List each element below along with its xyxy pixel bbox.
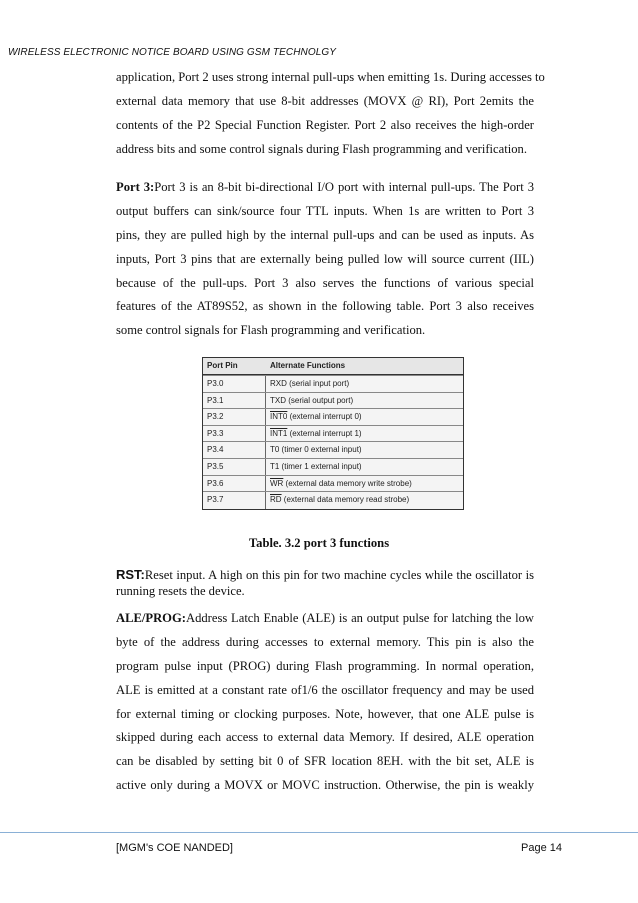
table-row [203,425,463,442]
table-row [203,458,463,475]
page-number: Page 14 [521,842,562,854]
text-line: output buffers can sink/source four TTL inputs. When 1s are written to Port 3 [116,203,534,218]
text-line: application, Port 2 uses strong internal pull-ups when emitting 1s. During accesses to [116,70,545,84]
column-header: Alternate Functions [270,361,346,370]
column-header: Port Pin [207,361,238,370]
table-header-row [203,358,463,375]
function-cell: T0 (timer 0 external input) [270,445,362,455]
text-line [116,567,534,583]
pin-cell: P3.5 [207,462,224,471]
text-line: because of the pull-ups. Port 3 also serves the functions of various special [116,275,534,290]
pin-cell: P3.7 [207,495,224,505]
text-line: features of the AT89S52, as shown in the following table. Port 3 also receives [116,299,534,314]
pin-cell: P3.4 [207,445,224,455]
table-row [203,441,463,458]
text-line: external data memory that use 8-bit addresses (MOVX @ RI), Port 2emits the [116,93,534,108]
function-cell: $\overline{WR}$ (external data memory write strobe) [270,478,412,488]
paragraph-rst [116,567,534,599]
text-line: active only during a MOVX or MOVC instruction. Otherwise, the pin is weakly [116,778,534,793]
text-line: program pulse input (PROG) during Flash programming. In normal operation, [116,658,534,673]
table-row [203,491,463,508]
ale-first-line: Address Latch Enable (ALE) is an output pulse for latching the low [185,611,534,625]
rst-first-line: Reset input. A high on this pin for two machine cycles while the oscillator is [144,568,534,582]
pin-cell: P3.1 [207,395,224,405]
pin-cell: P3.3 [207,428,224,438]
paragraph-port2 [116,66,545,162]
table-caption: Table. 3.2 port 3 functions [248,536,390,550]
text-line: skipped during each access to external data Memory. If desired, ALE operation [116,730,534,745]
table-row [203,408,463,425]
function-cell: T1 (timer 1 external input) [270,462,362,471]
footer-divider [0,832,638,833]
pin-cell: P3.2 [207,412,224,422]
text-line [116,607,534,631]
table-row [203,392,463,409]
text-line [116,176,534,200]
running-header: WIRELESS ELECTRONIC NOTICE BOARD USING GSM TECHNOLGY [8,47,337,58]
function-cell: TXD (serial output port) [270,395,354,405]
text-line: some control signals for Flash programming and verification. [116,323,426,338]
text-line: inputs, Port 3 pins that are externally being pulled low will source current (IIL) [116,251,534,266]
function-cell: RXD (serial input port) [270,379,350,388]
text-line: byte of the address during accesses to external memory. This pin is also the [116,634,534,649]
function-cell: $\overline{RD}$ (external data memory read strobe) [270,495,410,505]
port3-heading: Port 3: [116,180,155,194]
pin-cell: P3.6 [207,478,224,488]
port3-functions-table [202,357,464,510]
ale-heading: ALE/PROG: [116,611,186,625]
pin-cell: P3.0 [207,379,224,388]
paragraph-ale [116,607,534,798]
text-line: pins, they are pulled high by the internal pull-ups and can be used as inputs. As [116,227,534,242]
function-cell: INT0 (external interrupt 0) [270,412,362,422]
text-line: can be disabled by setting bit 0 of SFR location 8EH. with the bit set, ALE is [116,754,534,769]
function-cell: INT1 (external interrupt 1) [270,428,362,438]
rst-heading: RST: [116,567,145,582]
text-line: running resets the device. [116,584,245,598]
text-line: address bits and some control signals during Flash programming and verification. [116,141,527,156]
port3-first-line: Port 3 is an 8-bit bi-directional I/O port with internal pull-ups. The Port 3 [154,180,534,194]
table-row [203,475,463,492]
text-line: for external timing or clocking purposes. Note, however, that one ALE pulse is [116,706,534,721]
text-line: ALE is emitted at a constant rate of1/6 the oscillator frequency and may be used [116,682,534,697]
table-row [203,375,463,392]
text-line: contents of the P2 Special Function Register. Port 2 also receives the high-order [116,117,534,132]
paragraph-port3 [116,176,534,343]
footer-college: [MGM's COE NANDED] [116,842,233,854]
